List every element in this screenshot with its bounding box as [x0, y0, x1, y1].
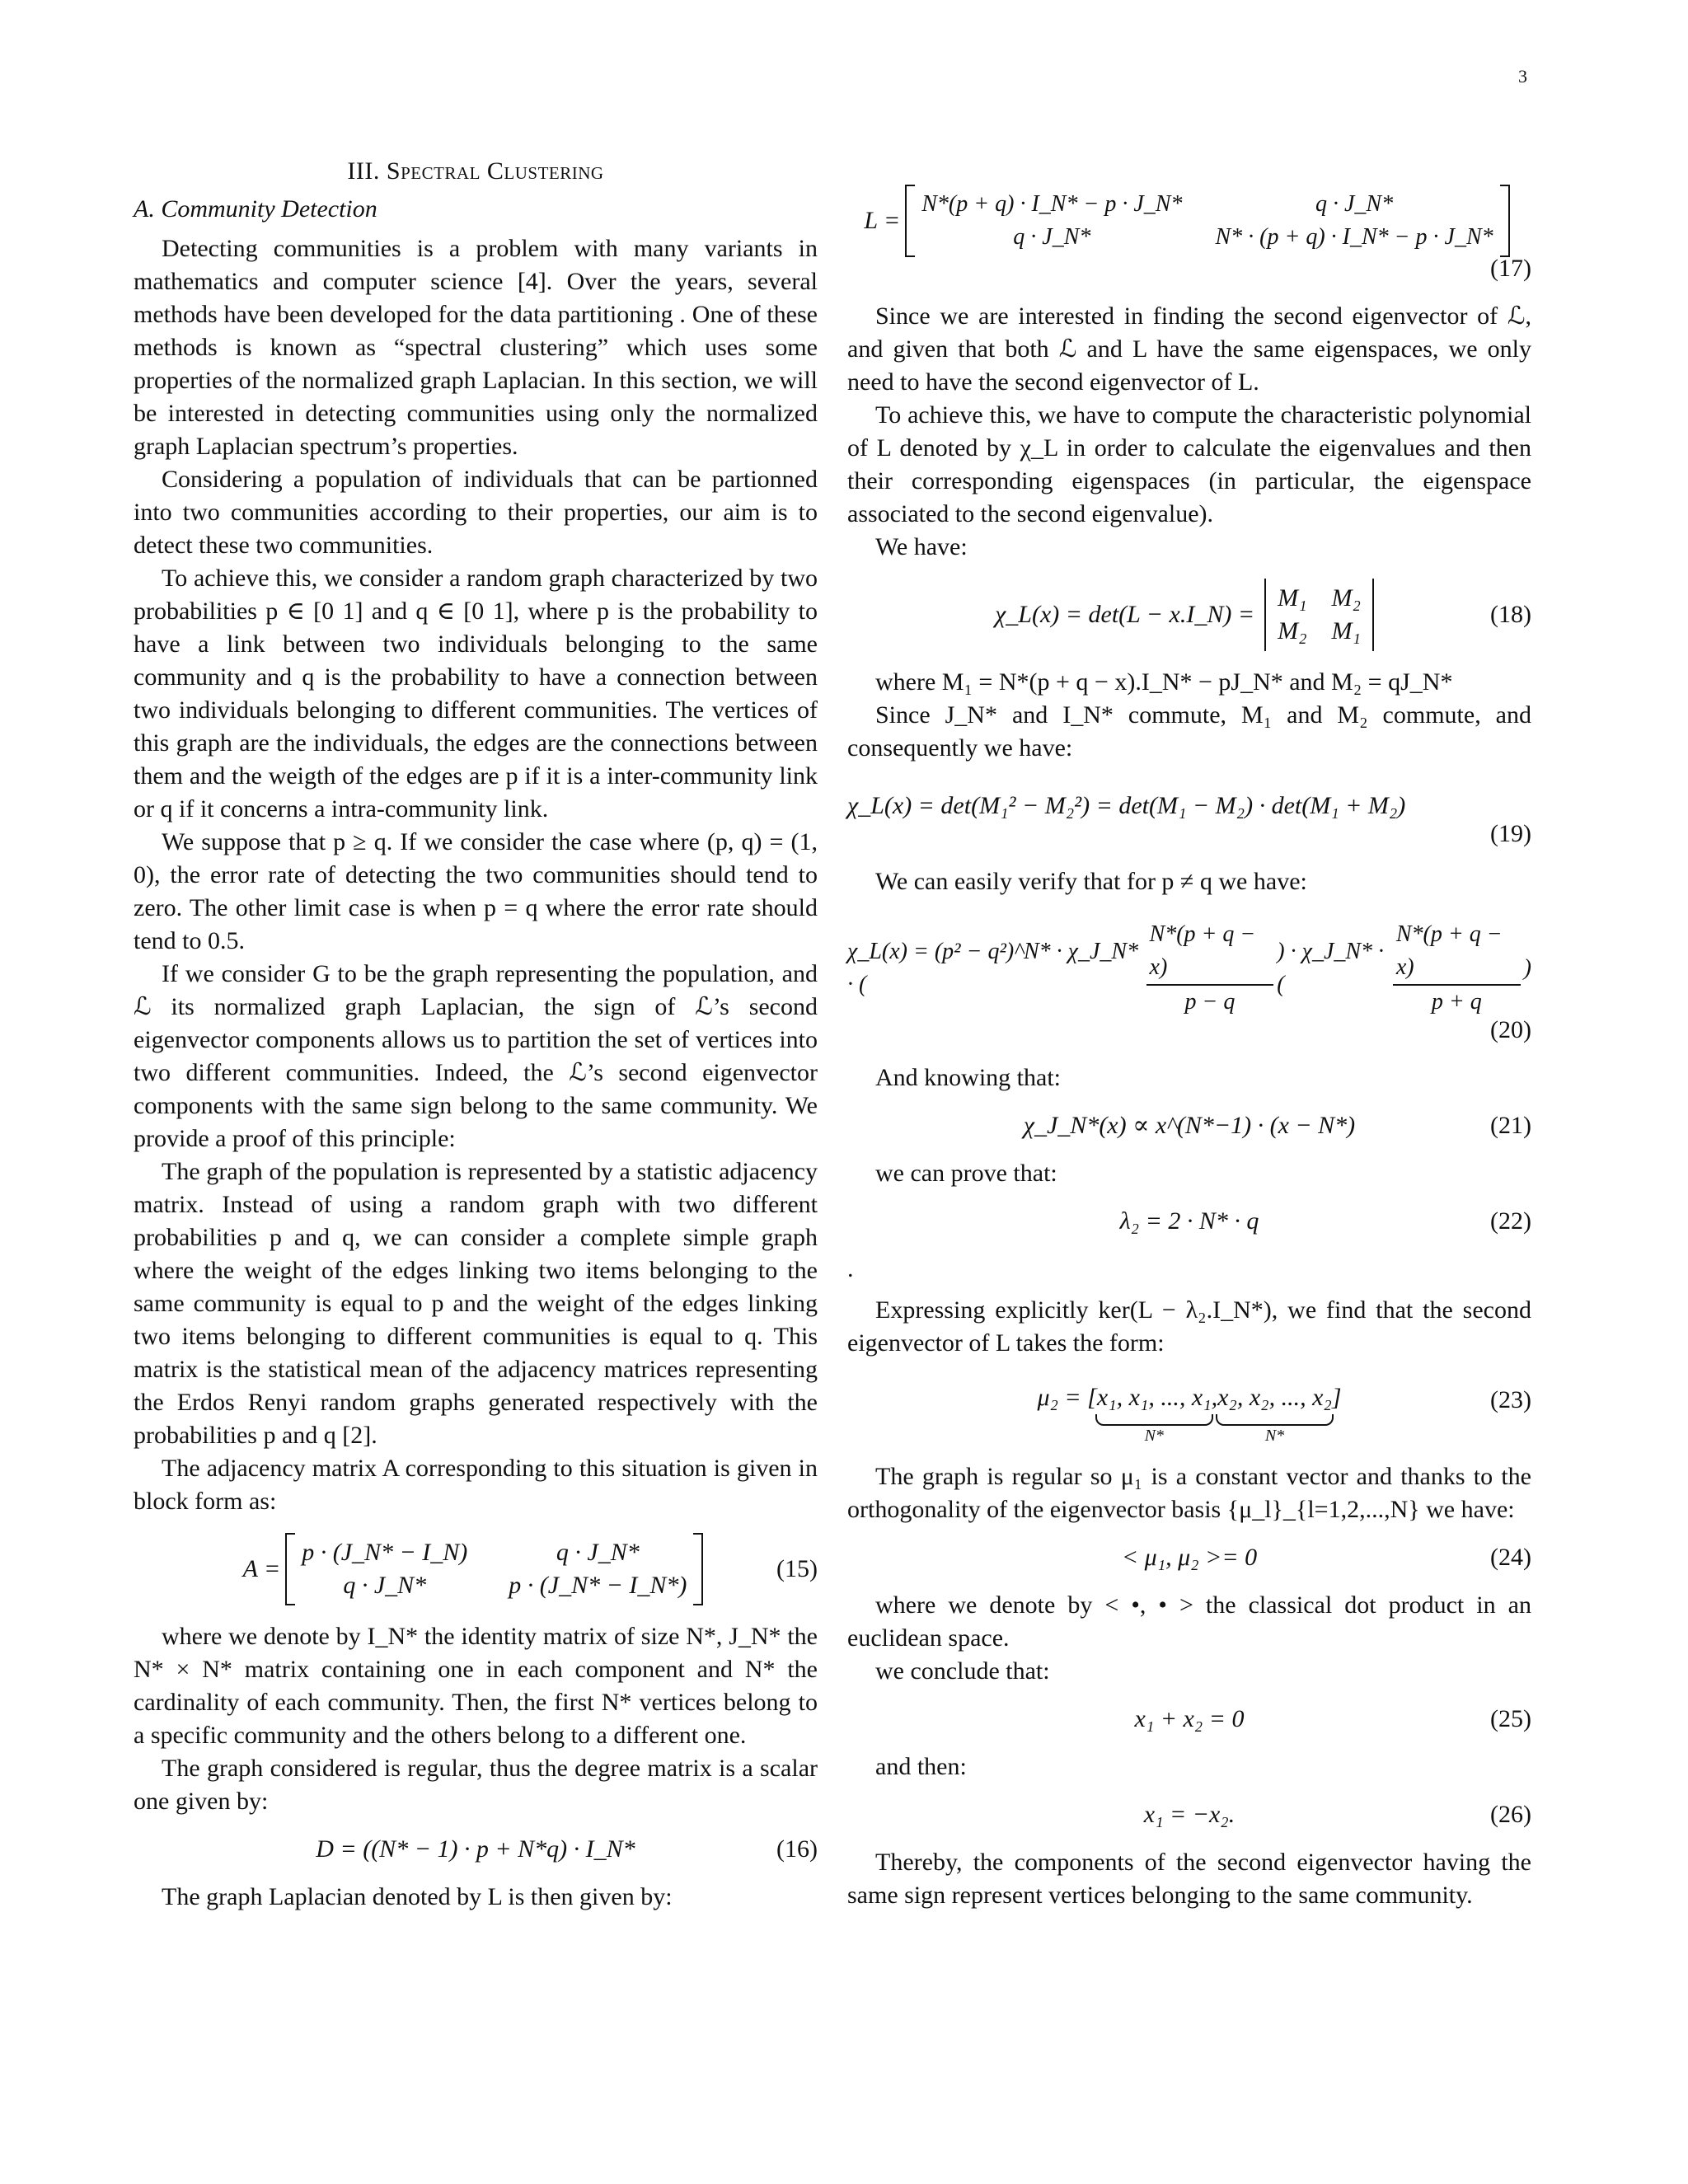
determinant-bar [1372, 579, 1374, 651]
equation-number: (15) [776, 1555, 818, 1582]
separator: , [1211, 1384, 1218, 1411]
underbrace-group [1217, 1381, 1332, 1446]
paragraph: Since we are interested in finding the second eigenvector of ℒ, and given that both ℒ and L have the same eigenspaces, we only need to have the second eigenvector of L. [847, 302, 1531, 396]
paragraph: where we denote by < •, • > the classical dot product in an euclidean space. [847, 1591, 1531, 1652]
equation-number: (26) [1490, 1801, 1531, 1828]
equation-number: (18) [1490, 601, 1531, 628]
matrix-cell: M₁ [1331, 617, 1361, 644]
block-matrix [905, 185, 1509, 257]
equation-16 [134, 1833, 818, 1866]
fraction-denominator: p + q [1431, 989, 1482, 1015]
equation-part: ) [1523, 955, 1531, 981]
equation-expression: D = ((N* − 1) · p + N*q) · I_N* [316, 1835, 635, 1863]
underbrace [1095, 1414, 1213, 1426]
equation-24 [847, 1541, 1531, 1574]
left-bracket [905, 185, 915, 257]
equation-part: ) · χ_J_N* · ( [1277, 939, 1385, 997]
paragraph: where we denote by I_N* the identity matrix of size N*, J_N* the N* × N* matrix containing one in each component and N* the cardinality of each community. Then, the first N* vertices belong to a specific community and the others belong to a different one. [134, 1623, 818, 1749]
fraction-numerator: N*(p + q − x) [1393, 918, 1521, 986]
vector-entries: x₂, x₂, ..., x₂ [1217, 1384, 1332, 1411]
left-bracket [285, 1533, 295, 1605]
paragraph: The adjacency matrix A corresponding to this situation is given in block form as: [134, 1455, 818, 1515]
equation-number: (22) [1490, 1207, 1531, 1235]
paragraph: The graph of the population is represented by a statistic adjacency matrix. Instead of using a random graph with two different probabilities p and q, we can consider a complete simple graph where the weight of the edges linking two items belonging to the same community is equal to p and the weight of the edges linking two items belonging to different communities is equal to q. This matrix is the statistical mean of the adjacency matrices representing the Erdos Renyi random graphs generated respectively with the probabilities p and q [2]. [134, 1158, 818, 1449]
equation-expression: χ_J_N*(x) ∝ x^(N*−1) · (x − N*) [1023, 1112, 1356, 1139]
right-bracket: ] [1331, 1384, 1342, 1411]
section-heading [134, 155, 818, 188]
right-bracket [693, 1533, 703, 1605]
equation-number: (21) [1490, 1112, 1531, 1139]
equation-expression: x₁ + x₂ = 0 [1134, 1705, 1245, 1732]
right-bracket [1500, 185, 1510, 257]
equation-expression: λ₂ = 2 · N* · q [1119, 1207, 1259, 1235]
equation-number: (17) [1490, 255, 1531, 282]
paragraph: We have: [875, 533, 968, 560]
paragraph: To achieve this, we consider a random graph characterized by two probabilities p ∈ [0 1] and q ∈ [0 1], where p is the probability to have a link between two individuals belonging to the same community and q is the probability to have a connection between two individuals belonging to different communities. The vertices of this graph are the individuals, the edges are the connections between them and the weigth of the edges are p if it is a inter-community link or q if it concerns a intra-community link. [134, 565, 818, 823]
equation-21 [847, 1109, 1531, 1142]
page-number: 3 [1518, 66, 1527, 87]
matrix-cell: p · (J_N* − I_N*) [509, 1572, 687, 1599]
section-numeral: III. [347, 157, 380, 185]
fraction [1393, 918, 1521, 1019]
paragraph: We suppose that p ≥ q. If we consider the case where (p, q) = (1, 0), the error rate of detecting the two communities should tend to zero. The other limit case is when p = q where the error rate should tend to 0.5. [134, 828, 818, 954]
equation-number: (25) [1490, 1705, 1531, 1732]
equation-expression: χ_L(x) = det(M₁² − M₂²) = det(M₁ − M₂) · det(M₁ + M₂) [847, 792, 1406, 819]
fraction-numerator: N*(p + q − x) [1146, 918, 1274, 986]
equation-number: (23) [1490, 1386, 1531, 1414]
determinant [1259, 579, 1379, 651]
paragraph: and then: [875, 1753, 967, 1780]
equation-17 [847, 185, 1531, 285]
vector-entries: x₁, x₁, ..., x₁ [1096, 1384, 1212, 1411]
underbrace [1216, 1414, 1334, 1426]
matrix-cell: q · J_N* [343, 1572, 427, 1599]
equation-expression: < μ₁, μ₂ >= 0 [1121, 1544, 1258, 1571]
section-title: Spectral Clustering [386, 157, 604, 185]
equation-15 [134, 1533, 818, 1605]
equation-lhs: L = [864, 207, 901, 234]
matrix-cell: q · J_N* [1315, 191, 1394, 217]
underbrace-group [1097, 1381, 1212, 1446]
stray-period: . [847, 1255, 854, 1282]
equation-22 [847, 1205, 1531, 1238]
equation-18 [847, 579, 1531, 651]
fraction [1146, 918, 1274, 1019]
right-column [847, 148, 1531, 1912]
equation-number: (24) [1490, 1544, 1531, 1571]
matrix-cell: q · J_N* [556, 1539, 640, 1566]
subsection-title: Community Detection [161, 195, 377, 223]
paragraph: The graph is regular so μ₁ is a constant vector and thanks to the orthogonality of the eigenvector basis {μ_l}_{l=1,2,...,N} we have: [847, 1463, 1531, 1523]
matrix-cell: M₁ [1278, 584, 1307, 612]
matrix-cell: M₂ [1278, 617, 1307, 644]
equation-26 [847, 1798, 1531, 1831]
matrix-cell: p · (J_N* − I_N) [302, 1539, 468, 1566]
equation-expression: x₁ = −x₂. [1143, 1801, 1236, 1828]
equation-lhs: μ₂ = [ [1037, 1384, 1097, 1411]
matrix-cell: M₂ [1331, 584, 1361, 612]
paragraph: we can prove that: [875, 1160, 1057, 1187]
paragraph: Considering a population of individuals that can be partionned into two communities according to their properties, our aim is to detect these two communities. [134, 466, 818, 559]
equation-number: (16) [776, 1835, 818, 1863]
paragraph: And knowing that: [875, 1064, 1061, 1091]
equation-23 [847, 1381, 1531, 1446]
paragraph: where M₁ = N*(p + q − x).I_N* − pJ_N* and M₂ = qJ_N* [875, 668, 1453, 696]
equation-part: χ_L(x) = (p² − q²)^N* · χ_J_N* · ( [847, 939, 1139, 997]
fraction-denominator: p − q [1184, 989, 1236, 1015]
subsection-heading [134, 193, 818, 226]
equation-lhs: χ_L(x) = det(L − x.I_N) = [995, 601, 1255, 628]
paragraph: The graph Laplacian denoted by L is then given by: [162, 1883, 673, 1910]
paragraph: Detecting communities is a problem with many variants in mathematics and computer science [4]. Over the years, several methods have been developed for the data partitioning . One of these methods is known as “spectral clustering” which uses some properties of the normalized graph Laplacian. In this section, we will be interested in detecting communities using only the normalized graph Laplacian spectrum’s properties. [134, 235, 818, 460]
matrix-cell: N* · (p + q) · I_N* − p · J_N* [1215, 224, 1493, 250]
paragraph: Since J_N* and I_N* commute, M₁ and M₂ commute, and consequently we have: [847, 701, 1531, 762]
equation-19 [847, 790, 1531, 851]
equation-number: (20) [1490, 1016, 1531, 1043]
left-column [134, 148, 818, 1914]
matrix-cell: N*(p + q) · I_N* − p · J_N* [921, 191, 1183, 217]
underbrace-label: N* [1144, 1427, 1164, 1445]
underbrace-label: N* [1264, 1427, 1285, 1445]
subsection-label: A. [134, 195, 155, 223]
paragraph: If we consider G to be the graph representing the population, and ℒ its normalized graph Laplacian, the sign of ℒ’s second eigenvector components allows us to partition the set of vertices into two different communities. Indeed, the ℒ’s second eigenvector components with the same sign belong to the same community. We provide a proof of this principle: [134, 960, 818, 1152]
paragraph: To achieve this, we have to compute the characteristic polynomial of L denoted by χ_L in order to calculate the eigenvalues and then their corresponding eigenspaces (in particular, the eigenspace associated to the second eigenvalue). [847, 401, 1531, 527]
paragraph: Expressing explicitly ker(L − λ₂.I_N*), we find that the second eigenvector of L takes the form: [847, 1296, 1531, 1357]
block-matrix [285, 1533, 703, 1605]
paragraph: Thereby, the components of the second eigenvector having the same sign represent vertices belonging to the same community. [847, 1849, 1531, 1909]
paragraph: The graph considered is regular, thus the degree matrix is a scalar one given by: [134, 1755, 818, 1815]
equation-number: (19) [1490, 820, 1531, 847]
matrix-cell: q · J_N* [1013, 224, 1091, 250]
equation-20 [847, 918, 1531, 1047]
equation-lhs: A = [242, 1555, 281, 1582]
paragraph: We can easily verify that for p ≠ q we have: [875, 868, 1307, 895]
determinant-bar [1264, 579, 1266, 651]
equation-25 [847, 1703, 1531, 1736]
paragraph: we conclude that: [875, 1657, 1050, 1685]
